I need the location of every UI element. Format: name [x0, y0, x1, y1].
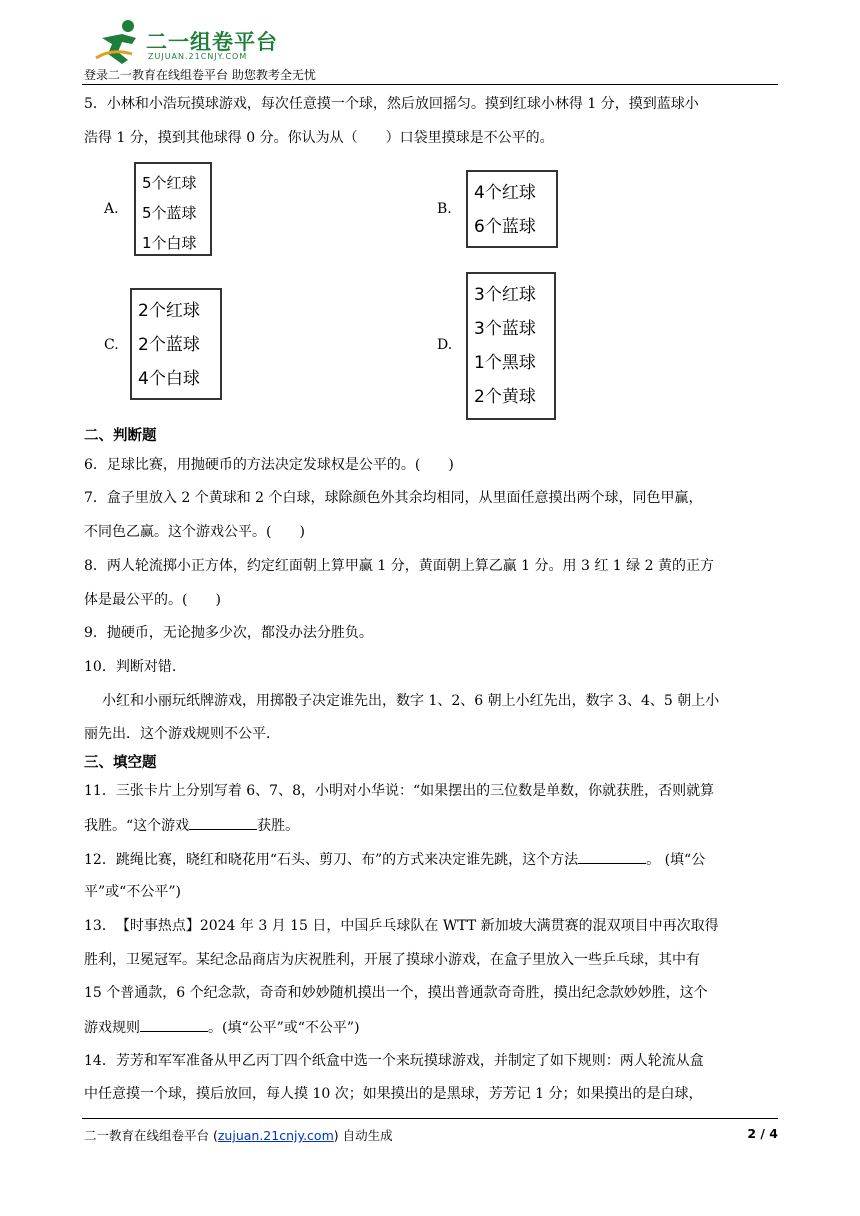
footer-suffix: ) 自动生成	[333, 1128, 393, 1143]
q13-line-2: 胜利，卫冕冠军。某纪念品商店为庆祝胜利，开展了摸球小游戏，在盒子里放入一些乒乓球，其中有	[84, 952, 700, 968]
option-a-ball-2: 5个蓝球	[142, 204, 197, 222]
q5-line-1: 5．小林和小浩玩摸球游戏，每次任意摸一个球，然后放回摇匀。摸到红球小林得 1 分，摸到蓝球小	[84, 96, 699, 112]
q8-line-2: 体是最公平的。( )	[84, 592, 221, 608]
q12-text-a: 12．跳绳比赛，晓红和晓花用“石头、剪刀、布”的方式来决定谁先跳，这个方法	[84, 852, 579, 868]
section-fill-heading: 三、填空题	[84, 755, 157, 771]
footer-text	[84, 1126, 393, 1144]
q11-line-1: 11．三张卡片上分别写着 6、7、8，小明对小华说：“如果摆出的三位数是单数，你就获胜，否则就算	[84, 783, 715, 799]
q12-blank[interactable]	[578, 849, 646, 864]
option-c-ball-3: 4个白球	[138, 369, 200, 389]
option-d-letter: D.	[437, 337, 453, 353]
q13-text-b: 。(填“公平”或“不公平”)	[208, 1020, 360, 1036]
q12-line-1	[84, 849, 705, 870]
q10-line-2: 丽先出．这个游戏规则不公平．	[84, 726, 280, 742]
brand-name: 二一组卷平台	[146, 30, 278, 54]
option-a-ball-3: 1个白球	[142, 234, 197, 252]
page-number: 2 / 4	[747, 1126, 778, 1141]
option-c-ball-2: 2个蓝球	[138, 335, 200, 355]
q11-text-a: 我胜。“这个游戏	[84, 818, 190, 834]
option-d-box	[466, 272, 556, 420]
q12-line-2: 平”或“不公平”)	[84, 884, 181, 900]
option-d-ball-1: 3个红球	[474, 285, 536, 305]
option-b-ball-1: 4个红球	[474, 183, 536, 203]
q9: 9．抛硬币，无论抛多少次，都没办法分胜负。	[84, 625, 373, 641]
option-d-ball-4: 2个黄球	[474, 387, 536, 407]
option-b-box	[466, 170, 558, 248]
q14-line-2: 中任意摸一个球，摸后放回，每人摸 10 次；如果摸出的是黑球，芳芳记 1 分；如果摸出的是白球，	[84, 1086, 703, 1102]
brand-logo	[92, 18, 282, 66]
option-c-letter: C.	[104, 337, 119, 353]
option-a-letter: A.	[104, 201, 119, 217]
option-c-box	[130, 288, 222, 400]
section-judge-heading: 二、判断题	[84, 428, 157, 444]
runner-logo-icon	[92, 18, 152, 66]
q5-line-2: 浩得 1 分，摸到其他球得 0 分。你认为从（ ）口袋里摸球是不公平的。	[84, 130, 554, 146]
q13-line-1: 13． 【时事热点】2024 年 3 月 15 日，中国乒乓球队在 WTT 新加坡大满贯赛的混双项目中再次取得	[84, 918, 719, 934]
brand-url: ZUJUAN.21CNJY.COM	[148, 52, 248, 61]
q11-text-b: 获胜。	[257, 818, 300, 834]
q10-line-1: 小红和小丽玩纸牌游戏，用掷骰子决定谁先出，数字 1、2、6 朝上小红先出，数字 3、4、5 朝上小	[102, 693, 720, 709]
q13-text-a: 游戏规则	[84, 1020, 140, 1036]
q14-line-1: 14．芳芳和军军准备从甲乙丙丁四个纸盒中选一个来玩摸球游戏，并制定了如下规则：两人轮流从盒	[84, 1053, 704, 1069]
q7-line-2: 不同色乙赢。这个游戏公平。( )	[84, 524, 305, 540]
q10-title: 10．判断对错.	[84, 659, 177, 675]
q12-text-b: 。 (填“公	[646, 852, 706, 868]
option-a-ball-1: 5个红球	[142, 174, 197, 192]
option-b-ball-2: 6个蓝球	[474, 217, 536, 237]
q7-line-1: 7．盒子里放入 2 个黄球和 2 个白球，球除颜色外其余均相同，从里面任意摸出两个球，同色甲赢，	[84, 490, 703, 506]
q13-line-4	[84, 1017, 360, 1038]
q13-blank[interactable]	[140, 1017, 208, 1032]
footer-prefix: 二一教育在线组卷平台 (	[84, 1128, 218, 1143]
option-c-ball-1: 2个红球	[138, 301, 200, 321]
footer-link[interactable]: zujuan.21cnjy.com	[217, 1128, 334, 1143]
option-d-ball-3: 1个黑球	[474, 353, 536, 373]
header-divider	[82, 84, 778, 85]
q11-blank[interactable]	[189, 815, 257, 830]
option-d-ball-2: 3个蓝球	[474, 319, 536, 339]
footer-divider	[82, 1118, 778, 1119]
option-a-box	[134, 162, 212, 256]
q13-line-3: 15 个普通款，6 个纪念款，奇奇和妙妙随机摸出一个，摸出普通款奇奇胜，摸出纪念款妙妙胜，这个	[84, 985, 708, 1001]
option-b-letter: B.	[437, 201, 452, 217]
q8-line-1: 8．两人轮流掷小正方体，约定红面朝上算甲赢 1 分，黄面朝上算乙赢 1 分。用 3 红 1 绿 2 黄的正方	[84, 558, 714, 574]
header-subtitle: 登录二一教育在线组卷平台 助您教考全无忧	[84, 68, 316, 82]
q6: 6．足球比赛，用抛硬币的方法决定发球权是公平的。( )	[84, 457, 454, 473]
q11-line-2	[84, 815, 299, 836]
